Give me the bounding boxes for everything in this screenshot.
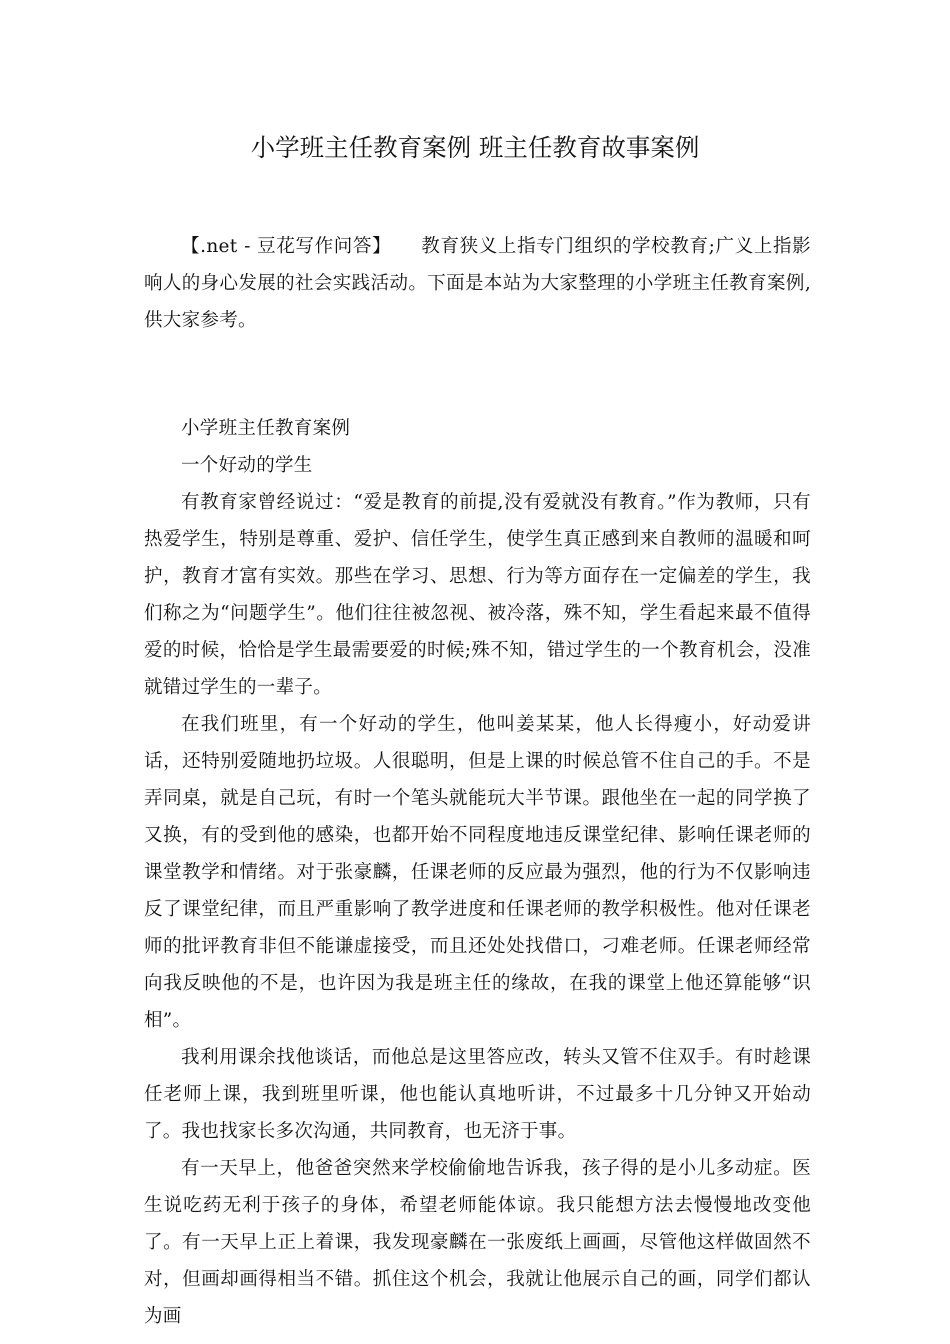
body-paragraph-2: 在我们班里，有一个好动的学生，他叫姜某某，他人长得瘦小，好动爱讲话，还特别爱随地扔垃圾。人很聪明，但是上课的时候总管不住自己的手。不是弄同桌，就是自己玩，有时一个笔头就能玩大半节课。跟他坐在一起的同学换了又换，有的受到他的感染，也都开始不同程度地违反课堂纪律、影响任课老师的课堂教学和情绪。对于张豪麟，任课老师的反应最为强烈，他的行为不仅影响违反了课堂纪律，而且严重影响了教学进度和任课老师的教学积极性。他对任课老师的批评教育非但不能谦虚接受，而且还处处找借口，刁难老师。任课老师经常向我反映他的不是，也许因为我是班主任的缘故，在我的课堂上他还算能够“识相”。	[144, 714, 811, 1031]
intro-paragraph	[144, 228, 811, 339]
section-heading: 小学班主任教育案例	[181, 418, 351, 439]
document-body	[144, 228, 811, 1335]
source-tag: 【.net - 豆花写作问答】	[181, 236, 392, 257]
document-title: 小学班主任教育案例 班主任教育故事案例	[250, 133, 700, 162]
body-paragraph-3: 我利用课余找他谈话，而他总是这里答应改，转头又管不住双手。有时趁课任老师上课，我到班里听课，他也能认真地听讲，不过最多十几分钟又开始动了。我也找家长多次沟通，共同教育，也无济于事。	[144, 1047, 811, 1142]
subheading: 一个好动的学生	[181, 455, 313, 476]
intro-text: 教育狭义上指专门组织的学校教育;广义上指影响人的身心发展的社会实践活动。下面是本站为大家整理的小学班主任教育案例,供大家参考。	[144, 236, 811, 331]
body-paragraph-4: 有一天早上，他爸爸突然来学校偷偷地告诉我，孩子得的是小儿多动症。医生说吃药无利于孩子的身体，希望老师能体谅。我只能想方法去慢慢地改变他了。有一天早上正上着课，我发现豪麟在一张废纸上画画，尽管他这样做固然不对，但画却画得相当不错。抓住这个机会，我就让他展示自己的画，同学们都认为画	[144, 1158, 811, 1327]
body-paragraph-1: 有教育家曾经说过：“爱是教育的前提,没有爱就没有教育。”作为教师，只有热爱学生，特别是尊重、爱护、信任学生，使学生真正感到来自教师的温暖和呵护，教育才富有实效。那些在学习、思想、行为等方面存在一定偏差的学生，我们称之为“问题学生”。他们往往被忽视、被冷落，殊不知，学生看起来最不值得爱的时候，恰恰是学生最需要爱的时候;殊不知，错过学生的一个教育机会，没准就错过学生的一辈子。	[144, 492, 811, 698]
